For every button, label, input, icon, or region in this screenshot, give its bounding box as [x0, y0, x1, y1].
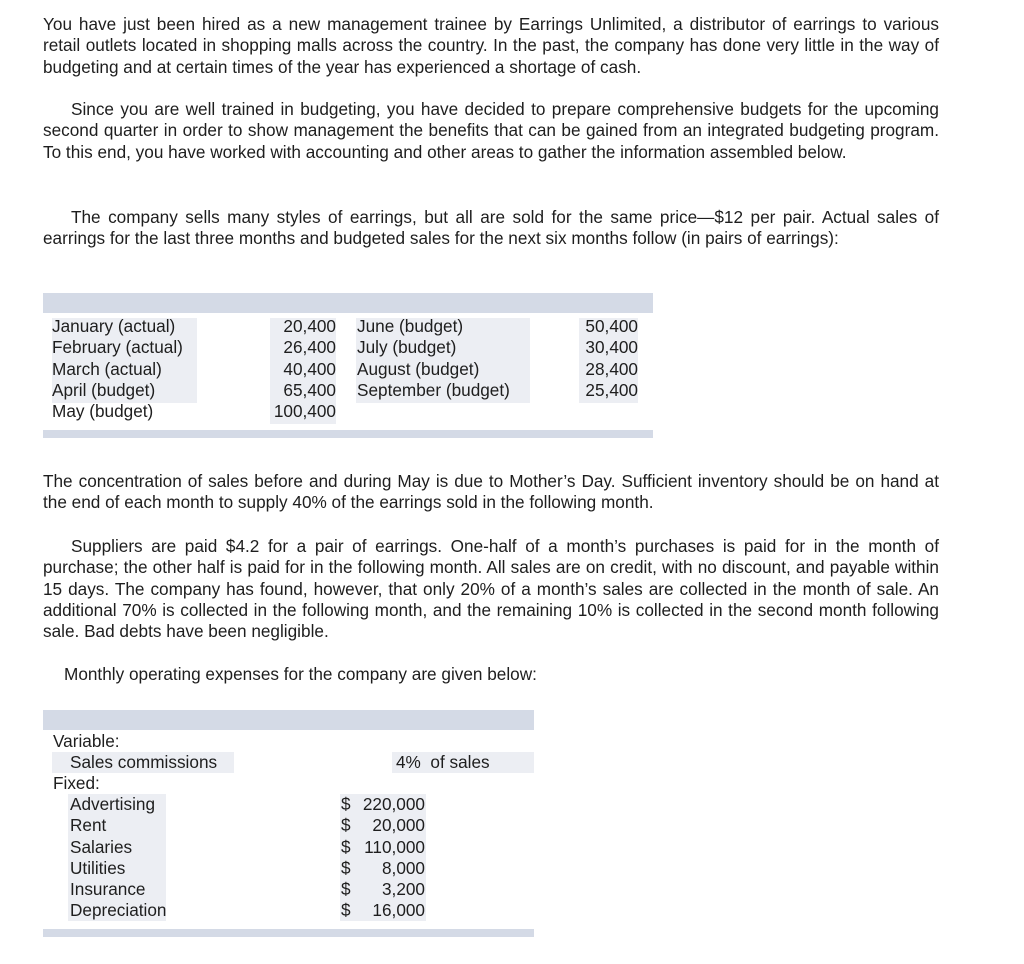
- expenses-table-bottom-band: [43, 929, 534, 937]
- expense-value: 16,000: [372, 900, 425, 921]
- expense-value: 3,200: [381, 879, 425, 900]
- sales-left-months: [52, 316, 183, 422]
- sales-month-label: April (budget): [52, 379, 156, 400]
- sales-month-label: January (actual): [52, 316, 176, 336]
- sales-units-value: 20,400: [283, 316, 336, 336]
- expense-value: 8,000: [381, 857, 425, 878]
- fixed-heading: Fixed:: [53, 773, 100, 793]
- expense-label: Utilities: [70, 857, 126, 878]
- sales-table-top-band: [43, 293, 653, 313]
- expense-value: 4% of sales: [396, 752, 490, 772]
- intro-paragraph: You have just been hired as a new management trainee by Earrings Unlimited, a distributor of earrings to various retail outlets located in shopping malls across the country. In the past, the company has done very little in the way of budgeting and at certain times of the year has experienced a shortage of cash.: [43, 14, 939, 77]
- sales-units-value: 65,400: [283, 379, 336, 400]
- sales-left-units: [258, 316, 336, 422]
- sales-month-label: August (budget): [357, 358, 480, 379]
- fixed-expense-values: [350, 794, 425, 922]
- expense-label: Depreciation: [70, 900, 167, 921]
- sales-month-label: June (budget): [357, 316, 464, 336]
- expenses-intro: Monthly operating expenses for the company are given below:: [64, 664, 537, 684]
- sales-table-bottom-band: [43, 430, 653, 438]
- expense-value: 220,000: [362, 794, 425, 814]
- expense-label: Insurance: [70, 879, 146, 900]
- sales-units-value: 100,400: [273, 401, 336, 422]
- currency-symbol: $: [341, 836, 351, 857]
- sales-units-value: 50,400: [585, 316, 638, 336]
- currency-symbol: $: [341, 857, 351, 878]
- sales-units-value: 25,400: [585, 379, 638, 400]
- currency-symbol: $: [341, 815, 351, 836]
- currency-symbol: $: [341, 794, 351, 814]
- sales-month-label: May (budget): [52, 401, 154, 422]
- sales-units-value: 30,400: [585, 337, 638, 358]
- concentration-paragraph: The concentration of sales before and during May is due to Mother’s Day. Sufficient inventory should be on hand at the end of each month to supply 40% of the earrings sold in the following month.: [43, 471, 939, 513]
- expense-label: Salaries: [70, 836, 133, 857]
- expense-value: 110,000: [364, 836, 425, 857]
- sales-units-value: 28,400: [585, 358, 638, 379]
- expense-label: Advertising: [70, 794, 156, 814]
- pricing-paragraph: The company sells many styles of earrings, but all are sold for the same price—$12 per pair. Actual sales of earrings for the last three months and budgeted sales for the next six months follow (in pairs of earrings):: [43, 207, 939, 249]
- expenses-table-top-band: [43, 710, 534, 730]
- sales-month-label: March (actual): [52, 358, 162, 379]
- currency-symbol: $: [341, 879, 351, 900]
- expense-label: Rent: [70, 815, 107, 836]
- variable-heading: Variable:: [53, 731, 120, 751]
- sales-units-value: 26,400: [283, 337, 336, 358]
- expense-value: 20,000: [372, 815, 425, 836]
- sales-month-label: September (budget): [357, 379, 510, 400]
- budgeting-paragraph: Since you are well trained in budgeting, you have decided to prepare comprehensive budgets for the upcoming second quarter in order to show management the benefits that can be gained from an integrated budgeting program. To this end, you have worked with accounting and other areas to gather the information assembled below.: [43, 99, 939, 162]
- fixed-expense-labels: [70, 794, 167, 922]
- sales-right-units: [566, 316, 638, 401]
- sales-month-label: February (actual): [52, 337, 183, 358]
- suppliers-paragraph: Suppliers are paid $4.2 for a pair of earrings. One-half of a month’s purchases is paid for in the month of purchase; the other half is paid for in the following month. All sales are on credit, with no discount, and payable within 15 days. The company has found, however, that only 20% of a month’s sales are collected in the month of sale. An additional 70% is collected in the following month, and the remaining 10% is collected in the second month following sale. Bad debts have been negligible.: [43, 536, 939, 642]
- currency-symbol: $: [341, 900, 351, 921]
- sales-month-label: July (budget): [357, 337, 457, 358]
- expense-label: Sales commissions: [70, 752, 218, 772]
- sales-units-value: 40,400: [283, 358, 336, 379]
- sales-right-months: [357, 316, 510, 401]
